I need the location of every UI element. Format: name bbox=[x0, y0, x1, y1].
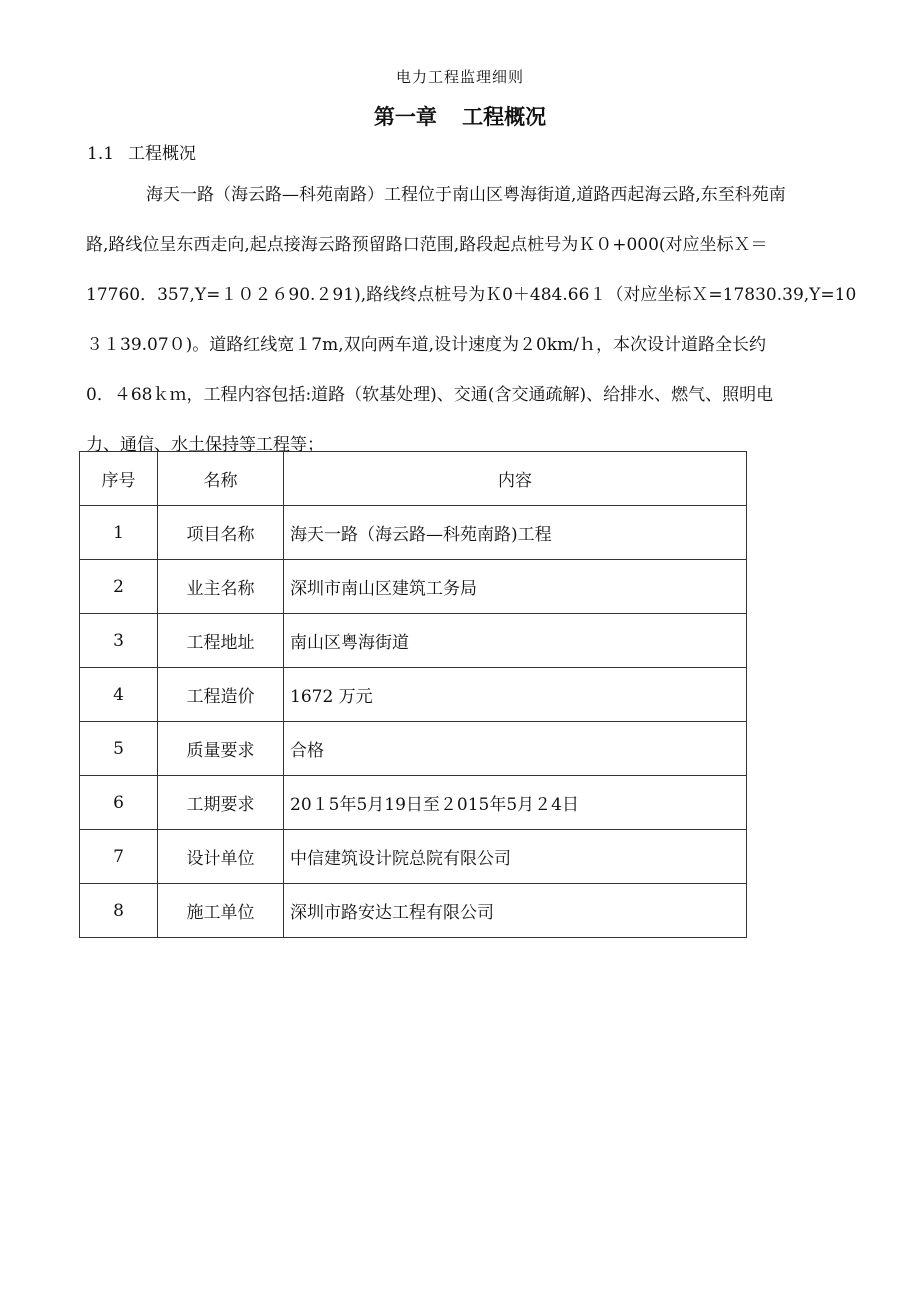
paragraph-line: 17760．357,Y=１０２６90.２91),路线终点桩号为Ｋ0＋484.66１（对应坐标Ｘ=17830.39,Y=10 bbox=[86, 285, 857, 305]
header-cell-content: 内容 bbox=[284, 452, 747, 506]
cell-name: 施工单位 bbox=[158, 884, 284, 938]
table-row bbox=[80, 560, 747, 614]
cell-name: 工程造价 bbox=[158, 668, 284, 722]
section-heading bbox=[87, 139, 196, 164]
paragraph-line: 路,路线位呈东西走向,起点接海云路预留路口范围,路段起点桩号为Ｋ０+000(对应坐标Ｘ＝ bbox=[86, 235, 768, 255]
cell-name: 项目名称 bbox=[158, 506, 284, 560]
paragraph-line: 海天一路（海云路—科苑南路）工程位于南山区粤海街道,道路西起海云路,东至科苑南 bbox=[146, 185, 786, 205]
cell-content: 深圳市南山区建筑工务局 bbox=[284, 560, 747, 614]
table-row bbox=[80, 830, 747, 884]
cell-name: 业主名称 bbox=[158, 560, 284, 614]
paragraph-line: 0．４68ｋｍ，工程内容包括:道路（软基处理)、交通(含交通疏解)、给排水、燃气、照明电 bbox=[86, 385, 774, 405]
cell-name: 工程地址 bbox=[158, 614, 284, 668]
cell-index: 7 bbox=[80, 830, 158, 884]
cell-index: 5 bbox=[80, 722, 158, 776]
cell-content: 20１5年5月19日至２015年5月２4日 bbox=[284, 776, 747, 830]
table-row bbox=[80, 884, 747, 938]
cell-content: 南山区粤海街道 bbox=[284, 614, 747, 668]
cell-index: 2 bbox=[80, 560, 158, 614]
cell-name: 质量要求 bbox=[158, 722, 284, 776]
cell-name: 工期要求 bbox=[158, 776, 284, 830]
cell-index: 3 bbox=[80, 614, 158, 668]
cell-index: 4 bbox=[80, 668, 158, 722]
paragraph-line: ３１39.07０)。道路红线宽１7m,双向两车道,设计速度为２0km/ｈ，本次设计道路全长约 bbox=[86, 335, 767, 355]
cell-content: 1672 万元 bbox=[284, 668, 747, 722]
header-cell-index: 序号 bbox=[80, 452, 158, 506]
cell-index: 8 bbox=[80, 884, 158, 938]
table-header-row bbox=[80, 452, 747, 506]
project-info-table bbox=[79, 451, 747, 938]
cell-index: 1 bbox=[80, 506, 158, 560]
overview-paragraph bbox=[86, 170, 857, 470]
cell-name: 设计单位 bbox=[158, 830, 284, 884]
cell-content: 深圳市路安达工程有限公司 bbox=[284, 884, 747, 938]
cell-content: 海天一路（海云路—科苑南路)工程 bbox=[284, 506, 747, 560]
table-row bbox=[80, 668, 747, 722]
header-cell-name: 名称 bbox=[158, 452, 284, 506]
table-row bbox=[80, 722, 747, 776]
table-row bbox=[80, 506, 747, 560]
table-row bbox=[80, 614, 747, 668]
section-title: 工程概况 bbox=[128, 144, 197, 164]
section-number: 1.1 bbox=[87, 144, 115, 164]
chapter-title: 第一章 工程概况 bbox=[373, 105, 547, 129]
paragraph-line: 力、通信、水土保持等工程等； bbox=[86, 435, 324, 455]
cell-content: 合格 bbox=[284, 722, 747, 776]
cell-content: 中信建筑设计院总院有限公司 bbox=[284, 830, 747, 884]
page-header: 电力工程监理细则 bbox=[395, 68, 524, 86]
table-row bbox=[80, 776, 747, 830]
cell-index: 6 bbox=[80, 776, 158, 830]
